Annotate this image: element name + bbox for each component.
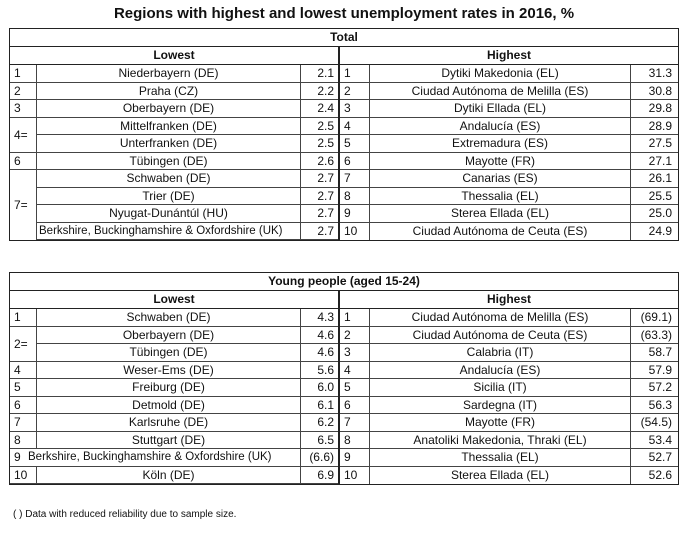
- rank: 7: [340, 414, 370, 431]
- table-row: [340, 153, 678, 171]
- region-name: Sterea Ellada (EL): [450, 467, 550, 482]
- region-name: Nyugat-Dunántúl (HU): [109, 206, 228, 220]
- page-title: Regions with highest and lowest unemployment rates in 2016, %: [113, 5, 575, 22]
- region-name: Andalucía (ES): [459, 118, 541, 133]
- rate-value: (54.5): [630, 414, 678, 431]
- young-lowest-column: [10, 291, 340, 484]
- region-name: Tübingen (DE): [129, 153, 208, 168]
- rate-value: 25.5: [630, 188, 678, 205]
- table-row: [340, 83, 678, 101]
- table-row: [340, 327, 678, 345]
- rate-value: 57.2: [630, 379, 678, 396]
- rate-value: 30.8: [630, 83, 678, 100]
- rank: 6: [340, 153, 370, 170]
- region-name: Karlsruhe (DE): [128, 415, 209, 429]
- rate-value: 2.4: [300, 100, 340, 117]
- table-row: [340, 223, 678, 241]
- rank: 8: [340, 432, 370, 449]
- table-row: [10, 397, 338, 415]
- rank: 10: [340, 223, 370, 241]
- total-highest-column: [340, 47, 678, 240]
- region-name: Canarias (ES): [462, 171, 538, 185]
- table-row: [10, 153, 338, 171]
- rate-value: 6.9: [300, 467, 340, 484]
- rank: 9: [10, 449, 37, 466]
- table-row: [10, 170, 338, 188]
- rate-value: 2.7: [300, 223, 340, 240]
- region-name: Anatoliki Makedonia, Thraki (EL): [413, 432, 587, 447]
- rate-value: 2.7: [300, 188, 340, 205]
- rate-value: 5.6: [300, 362, 340, 379]
- rate-value: 58.7: [630, 344, 678, 361]
- young-highest-header: Highest: [340, 291, 678, 309]
- region-name: Oberbayern (DE): [122, 327, 215, 342]
- region-name: Ciudad Autónoma de Ceuta (ES): [412, 223, 588, 238]
- table-row: [10, 309, 338, 327]
- rank: 2: [340, 327, 370, 344]
- rank: 5: [340, 135, 370, 152]
- rank: 4: [340, 118, 370, 135]
- table-row: [340, 205, 678, 223]
- table-row: [10, 449, 338, 467]
- rank: 3: [340, 100, 370, 117]
- region-name: Niederbayern (DE): [118, 66, 219, 80]
- region-name: Dytiki Ellada (EL): [453, 101, 547, 115]
- region-name: Andalucía (ES): [459, 362, 541, 377]
- rank: 5: [10, 379, 37, 396]
- region-name: Thessalia (EL): [461, 450, 539, 464]
- rate-value: 25.0: [630, 205, 678, 222]
- region-name: Ciudad Autónoma de Ceuta (ES): [412, 327, 588, 342]
- total-table: [9, 28, 679, 241]
- table-row: [10, 432, 338, 450]
- region-name: Praha (CZ): [138, 83, 199, 98]
- rate-value: (69.1): [630, 309, 678, 326]
- rate-value: 2.5: [300, 135, 340, 152]
- rate-value: 2.2: [300, 83, 340, 100]
- rank: 6: [10, 153, 37, 170]
- region-name: Mayotte (FR): [464, 153, 535, 168]
- region-name: Dytiki Makedonia (EL): [441, 66, 559, 80]
- region-name: Mittelfranken (DE): [120, 118, 217, 133]
- rate-value: 2.6: [300, 153, 340, 170]
- region-name: Berkshire, Buckinghamshire & Oxfordshire (UK): [28, 451, 272, 463]
- rate-value: 6.1: [300, 397, 340, 414]
- rank: 1: [10, 65, 37, 82]
- region-name: Detmold (DE): [132, 397, 205, 412]
- table-row: [340, 170, 678, 188]
- rate-value: 52.7: [630, 449, 678, 466]
- rank: 3: [10, 100, 37, 117]
- rate-value: 27.5: [630, 135, 678, 152]
- table-row: [10, 188, 338, 206]
- rate-value: 4.3: [300, 309, 340, 326]
- rank: 4: [10, 362, 37, 379]
- rate-value: (63.3): [630, 327, 678, 344]
- rate-value: 27.1: [630, 153, 678, 170]
- rank: 2: [10, 83, 37, 100]
- merged-rank: 7=: [10, 170, 37, 240]
- table-row: [340, 65, 678, 83]
- rank: 7: [10, 414, 37, 431]
- table-row: [10, 65, 338, 83]
- table-row: [10, 205, 338, 223]
- table-row: [340, 467, 678, 485]
- rank: 9: [340, 449, 370, 466]
- region-name: Köln (DE): [142, 467, 195, 482]
- region-name: Tübingen (DE): [129, 345, 208, 359]
- region-name: Freiburg (DE): [132, 380, 205, 394]
- merged-rank: 2=: [10, 327, 37, 362]
- table-row: [340, 135, 678, 153]
- rate-value: 52.6: [630, 467, 678, 485]
- rate-value: 56.3: [630, 397, 678, 414]
- merged-rank: 4=: [10, 118, 37, 153]
- table-row: [10, 379, 338, 397]
- table-row: [10, 223, 338, 241]
- rate-value: 4.6: [300, 344, 340, 361]
- rate-value: 26.1: [630, 170, 678, 187]
- rate-value: 6.0: [300, 379, 340, 396]
- table-row: [340, 362, 678, 380]
- table-row: [10, 100, 338, 118]
- table-row: [340, 344, 678, 362]
- rate-value: 6.2: [300, 414, 340, 431]
- rate-value: 57.9: [630, 362, 678, 379]
- table-row: [340, 118, 678, 136]
- total-heading: Total: [10, 29, 678, 47]
- rank: 5: [340, 379, 370, 396]
- young-lowest-header: Lowest: [10, 291, 338, 309]
- region-name: Ciudad Autónoma de Melilla (ES): [411, 83, 589, 98]
- rank: 3: [340, 344, 370, 361]
- rank: 8: [340, 188, 370, 205]
- region-name: Extremadura (ES): [451, 136, 549, 150]
- region-name: Sicilia (IT): [473, 380, 527, 394]
- table-row: [340, 188, 678, 206]
- total-highest-header: Highest: [340, 47, 678, 65]
- rate-value: 2.1: [300, 65, 340, 82]
- rank: 6: [340, 397, 370, 414]
- rate-value: 2.7: [300, 170, 340, 187]
- rank: 10: [340, 467, 370, 485]
- young-heading: Young people (aged 15-24): [10, 273, 678, 291]
- region-name: Berkshire, Buckinghamshire & Oxfordshire (UK): [39, 224, 283, 237]
- region-name: Mayotte (FR): [464, 415, 535, 429]
- table-row: [10, 118, 338, 136]
- table-row: [340, 414, 678, 432]
- rate-value: 31.3: [630, 65, 678, 82]
- rank: 7: [340, 170, 370, 187]
- table-row: [10, 414, 338, 432]
- rank: 9: [340, 205, 370, 222]
- table-row: [340, 397, 678, 415]
- region-name: Sardegna (IT): [462, 397, 538, 412]
- region-name: Sterea Ellada (EL): [450, 206, 550, 220]
- young-highest-column: [340, 291, 678, 484]
- table-row: [10, 344, 338, 362]
- rank: 10: [10, 467, 37, 484]
- table-row: [340, 309, 678, 327]
- rank: 8: [10, 432, 37, 449]
- table-row: [340, 379, 678, 397]
- rank: 1: [340, 65, 370, 82]
- region-name: Trier (DE): [142, 188, 195, 203]
- rate-value: 2.7: [300, 205, 340, 222]
- footnote: ( ) Data with reduced reliability due to sample size.: [13, 509, 237, 520]
- region-name: Calabria (IT): [466, 345, 534, 359]
- young-table: [9, 272, 679, 485]
- total-lowest-header: Lowest: [10, 47, 338, 65]
- region-name: Weser-Ems (DE): [123, 362, 214, 377]
- rank: 1: [340, 309, 370, 326]
- rank: 1: [10, 309, 37, 326]
- rank: 2: [340, 83, 370, 100]
- rate-value: 24.9: [630, 223, 678, 241]
- region-name: Thessalia (EL): [461, 188, 539, 203]
- rate-value: 29.8: [630, 100, 678, 117]
- rate-value: 4.6: [300, 327, 340, 344]
- region-name: Schwaben (DE): [126, 171, 211, 185]
- region-name: Oberbayern (DE): [122, 101, 215, 115]
- table-row: [340, 449, 678, 467]
- rate-value: 6.5: [300, 432, 340, 449]
- rate-value: 28.9: [630, 118, 678, 135]
- table-row: [10, 135, 338, 153]
- region-name: Ciudad Autónoma de Melilla (ES): [411, 310, 589, 324]
- region-name: Unterfranken (DE): [119, 136, 218, 150]
- rate-value: 53.4: [630, 432, 678, 449]
- table-row: [340, 432, 678, 450]
- table-row: [10, 467, 338, 485]
- region-name: Schwaben (DE): [126, 310, 211, 324]
- rank: 6: [10, 397, 37, 414]
- table-row: [10, 362, 338, 380]
- table-row: [10, 327, 338, 345]
- total-lowest-column: [10, 47, 340, 240]
- rate-value: (6.6): [300, 449, 340, 466]
- table-row: [10, 83, 338, 101]
- region-name: Stuttgart (DE): [131, 432, 206, 447]
- rank: 4: [340, 362, 370, 379]
- rate-value: 2.5: [300, 118, 340, 135]
- table-row: [340, 100, 678, 118]
